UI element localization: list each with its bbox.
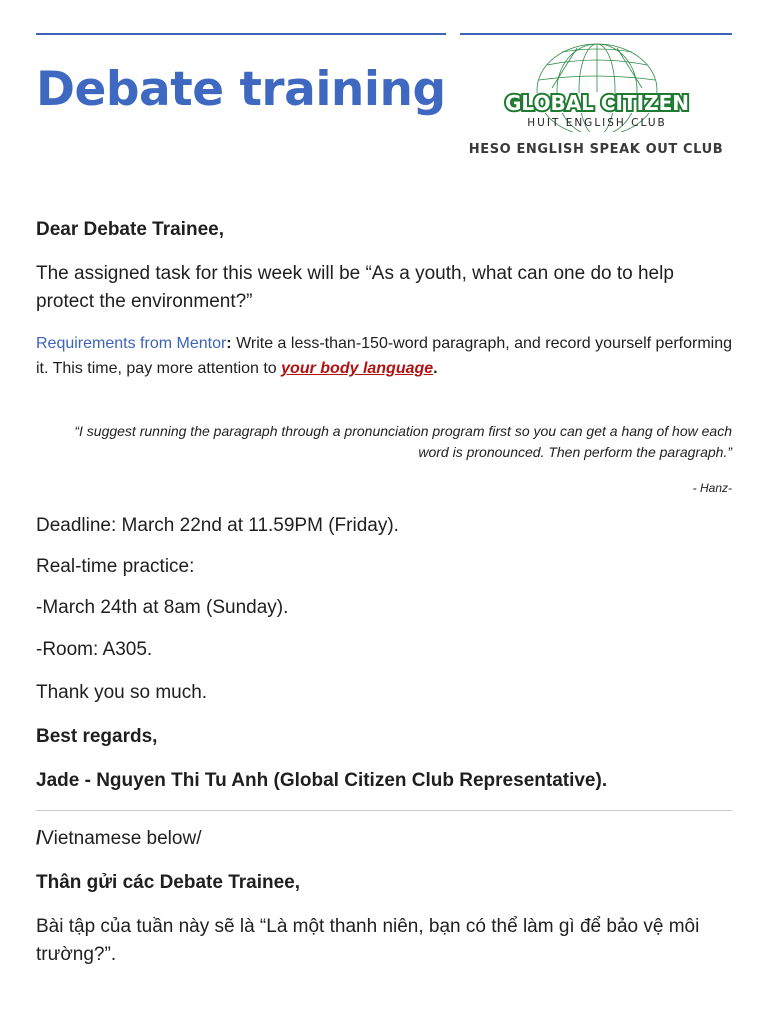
quote-author: - Hanz- <box>692 481 732 495</box>
greeting-en: Dear Debate Trainee, <box>36 219 224 240</box>
global-citizen-logo <box>492 40 702 132</box>
practice-label: Real-time practice: <box>36 556 195 577</box>
practice-room: -Room: A305. <box>36 639 153 660</box>
vietnamese-separator <box>36 825 732 853</box>
body-language-link[interactable]: your body language <box>281 360 434 377</box>
page-title: Debate training <box>36 62 446 117</box>
greeting-vi: Thân gửi các Debate Trainee, <box>36 872 301 893</box>
requirements-end: . <box>433 360 438 377</box>
signature: Jade - Nguyen Thi Tu Anh (Global Citizen Club Representative). <box>36 770 608 791</box>
task-en: The assigned task for this week will be “As a youth, what can one do to help protect the environment?” <box>36 263 674 312</box>
practice-date: -March 24th at 8am (Sunday). <box>36 597 289 618</box>
requirements-label: Requirements from Mentor <box>36 335 227 352</box>
header-rule-right <box>460 33 732 35</box>
separator-text: Vietnamese below/ <box>41 828 202 849</box>
logo-subtext: HUIT ENGLISH CLUB <box>527 117 667 129</box>
mentor-quote: “I suggest running the paragraph through a pronunciation program first so you can get a hang of how each word is pronounced. Then perform the paragraph.” <box>74 423 732 460</box>
task-vi: Bài tập của tuần này sẽ là “Là một thanh niên, bạn có thể làm gì để bảo vệ môi trường?”. <box>36 916 700 965</box>
requirements-colon: : <box>226 335 232 352</box>
separator-slash: / <box>36 828 42 849</box>
thanks: Thank you so much. <box>36 682 208 703</box>
deadline: Deadline: March 22nd at 11.59PM (Friday). <box>36 515 399 536</box>
club-name: HESO ENGLISH SPEAK OUT CLUB <box>468 142 724 157</box>
closing: Best regards, <box>36 726 158 747</box>
header-rule-left <box>36 33 446 35</box>
logo-text: GLOBAL CITIZEN <box>505 91 689 115</box>
requirements <box>36 331 732 381</box>
requirements-text: Write a less-than-150-word paragraph, and record yourself performing it. This time, pay more attention to <box>36 335 733 377</box>
section-divider <box>36 810 732 811</box>
